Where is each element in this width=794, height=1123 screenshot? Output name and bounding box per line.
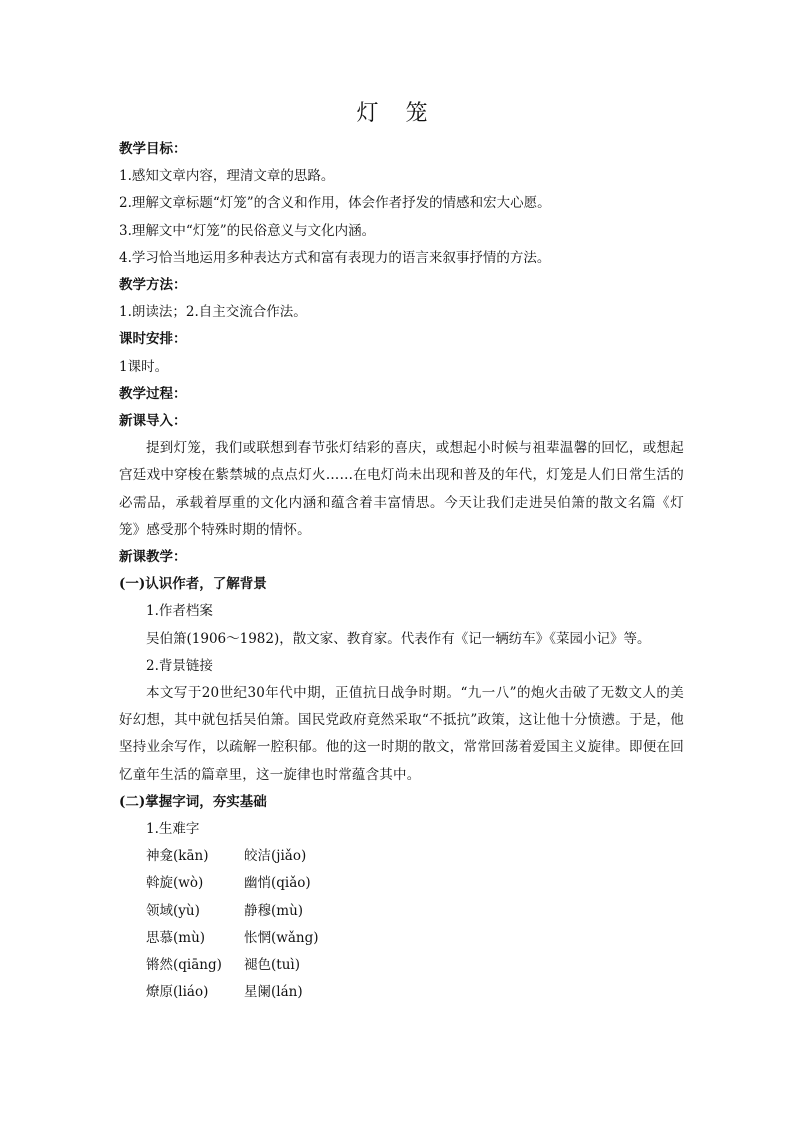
vocab-label: 1.生难字	[146, 821, 200, 838]
vocab-word: 燎原(liáo)	[146, 984, 209, 1001]
vocab-row	[146, 870, 684, 897]
vocab-word: 静穆(mù)	[244, 902, 304, 919]
vocab-row	[146, 898, 684, 925]
document-title: 灯 笼	[356, 101, 438, 126]
methods-heading: 教学方法：	[119, 277, 187, 294]
vocab-word: 星阑(lán)	[244, 984, 303, 1001]
vocab-word: 斡旋(wò)	[146, 875, 204, 892]
vocab-row	[146, 843, 684, 870]
goal-item: 2.理解文章标题“灯笼”的含义和作用，体会作者抒发的情感和宏大心愿。	[119, 195, 551, 212]
author-text: 吴伯箫(1906～1982)，散文家、教育家。代表作有《记一辆纺车》《菜园小记》等。	[146, 630, 651, 647]
vocab-word: 锵然(qiāng)	[146, 957, 222, 974]
document-body	[119, 136, 684, 1007]
hours-text: 1课时。	[119, 358, 169, 375]
part2-heading: (二)掌握字词，夯实基础	[119, 793, 267, 810]
vocab-word: 领域(yù)	[146, 902, 200, 919]
teaching-heading: 新课教学：	[119, 549, 187, 566]
vocab-word: 神龛(kān)	[146, 848, 209, 865]
part1-heading: (一)认识作者，了解背景	[119, 576, 267, 593]
vocab-word: 思慕(mù)	[146, 929, 206, 946]
vocab-word: 幽悄(qiǎo)	[244, 875, 311, 892]
hours-heading: 课时安排：	[119, 331, 187, 348]
goal-item: 3.理解文中“灯笼”的民俗意义与文化内涵。	[119, 222, 376, 239]
vocab-row	[146, 979, 684, 1006]
goal-item: 4.学习恰当地运用多种表达方式和富有表现力的语言来叙事抒情的方法。	[119, 249, 551, 266]
goal-item: 1.感知文章内容，理清文章的思路。	[119, 168, 335, 185]
vocab-row	[146, 925, 684, 952]
vocab-word: 皎洁(jiǎo)	[244, 848, 307, 865]
background-label: 2.背景链接	[146, 657, 213, 674]
vocab-list	[119, 843, 684, 1006]
vocab-word: 褪色(tuì)	[244, 957, 300, 974]
author-label: 1.作者档案	[146, 603, 213, 620]
intro-paragraph: 提到灯笼，我们或联想到春节张灯结彩的喜庆，或想起小时候与祖辈温馨的回忆，或想起宫廷戏中穿梭在紫禁城的点点灯火……在电灯尚未出现和普及的年代，灯笼是人们日常生活的必需品，承载着厚重的文化内涵和蕴含着丰富情思。今天让我们走进吴伯箫的散文名篇《灯笼》感受那个特殊时期的情怀。	[119, 440, 684, 538]
goals-heading: 教学目标：	[119, 141, 187, 157]
vocab-word: 怅惘(wǎng)	[244, 929, 319, 946]
methods-text: 1.朗读法；2.自主交流合作法。	[119, 304, 307, 321]
intro-heading: 新课导入：	[119, 413, 187, 430]
process-heading: 教学过程：	[119, 385, 187, 402]
background-paragraph: 本文写于20世纪30年代中期，正值抗日战争时期。“九一八”的炮火击破了无数文人的美好幻想，其中就包括吴伯箫。国民党政府竟然采取“不抵抗”政策，这让他十分愤懑。于是，他坚持业余写作，以疏解一腔积郁。他的这一时期的散文，常常回荡着爱国主义旋律。即便在回忆童年生活的篇章里，这一旋律也时常蕴含其中。	[119, 685, 684, 783]
vocab-row	[146, 952, 684, 979]
